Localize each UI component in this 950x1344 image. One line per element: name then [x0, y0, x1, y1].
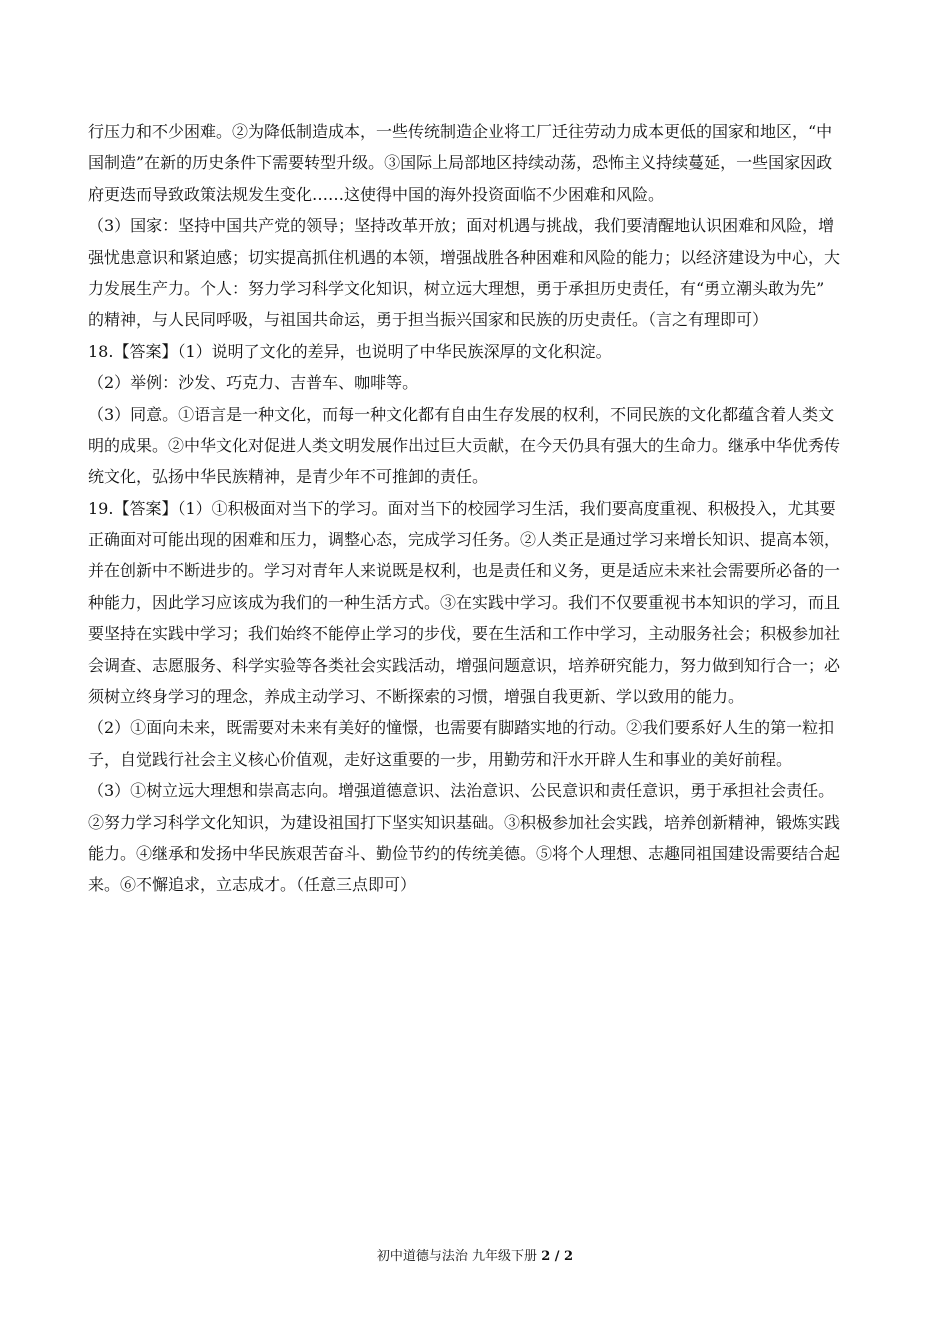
- text-line: 行压力和不少困难。②为降低制造成本，一些传统制造企业将工厂迁往劳动力成本更低的国家和地区，“中: [88, 122, 833, 141]
- text-line: （3）国家：坚持中国共产党的领导；坚持改革开放；面对机遇与挑战，我们要清醒地认识困难和风险，增: [88, 216, 835, 236]
- text-line: （2）举例：沙发、巧克力、吉普车、咖啡等。: [88, 373, 419, 393]
- text-line: 种能力，因此学习应该成为我们的一种生活方式。③在实践中学习。我们不仅要重视书本知识的学习，而且: [88, 592, 841, 612]
- text-line: 须树立终身学习的理念，养成主动学习、不断探索的习惯，增强自我更新、学以致用的能力。: [88, 687, 745, 707]
- text-line: （2）①面向未来，既需要对未来有美好的憧憬，也需要有脚踏实地的行动。②我们要系好人生的第一粒扣: [88, 718, 835, 738]
- text-line: （3）①树立远大理想和崇高志向。增强道德意识、法治意识、公民意识和责任意识，勇于承担社会责任。: [88, 781, 835, 801]
- text-line: 国制造”在新的历史条件下需要转型升级。③国际上局部地区持续动荡，恐怖主义持续蔓延，一些国家因政: [88, 153, 833, 173]
- text-line: ②努力学习科学文化知识，为建设祖国打下坚实知识基础。③积极参加社会实践，培养创新精神，锻炼实践: [88, 812, 841, 832]
- answer-text-block: [88, 116, 864, 901]
- text-line: 要坚持在实践中学习；我们始终不能停止学习的步伐，要在生活和工作中学习，主动服务社会；积极参加社: [88, 624, 841, 644]
- text-line: 能力。④继承和发扬中华民族艰苦奋斗、勤俭节约的传统美德。⑤将个人理想、志趣同祖国建设需要结合起: [88, 843, 841, 863]
- footer-course-label: 初中道德与法治 九年级下册: [376, 1249, 538, 1264]
- answer-18-heading: 18.【答案】（1）说明了文化的差异，也说明了中华民族深厚的文化积淀。: [88, 341, 612, 361]
- text-line: 并在创新中不断进步的。学习对青年人来说既是权利，也是责任和义务，更是适应未来社会需要所必备的一: [88, 561, 841, 581]
- text-line: 的精神，与人民同呼吸，与祖国共命运，勇于担当振兴国家和民族的历史责任。（言之有理即可）: [88, 310, 769, 330]
- text-line: 统文化，弘扬中华民族精神，是青少年不可推卸的责任。: [88, 467, 489, 487]
- text-line: （3）同意。①语言是一种文化，而每一种文化都有自由生存发展的权利，不同民族的文化都蕴含着人类文: [88, 404, 835, 424]
- text-line: 强忧患意识和紧迫感；切实提高抓住机遇的本领，增强战胜各种困难和风险的能力；以经济建设为中心，大: [88, 247, 841, 267]
- text-line: 力发展生产力。个人：努力学习科学文化知识，树立远大理想，勇于承担历史责任，有“勇立潮头敢为先”: [88, 278, 825, 298]
- text-line: 子，自觉践行社会主义核心价值观，走好这重要的一步，用勤劳和汗水开辟人生和事业的美好前程。: [88, 749, 793, 769]
- page-number: 2 / 2: [541, 1249, 574, 1264]
- text-line: 明的成果。②中华文化对促进人类文明发展作出过巨大贡献，在今天仍具有强大的生命力。继承中华优秀传: [88, 435, 841, 455]
- text-line: 来。⑥不懈追求，立志成才。（任意三点即可）: [88, 875, 417, 895]
- answer-19-heading: 19.【答案】（1）①积极面对当下的学习。面对当下的校园学习生活，我们要高度重视、积极投入，尤其要: [88, 498, 836, 518]
- text-line: 会调查、志愿服务、科学实验等各类社会实践活动，增强问题意识，培养研究能力，努力做到知行合一；必: [88, 655, 841, 675]
- text-line: 府更迭而导致政策法规发生变化……这使得中国的海外投资面临不少困难和风险。: [88, 184, 665, 204]
- page-footer: [0, 1248, 950, 1266]
- text-line: 正确面对可能出现的困难和压力，调整心态，完成学习任务。②人类正是通过学习来增长知识、提高本领，: [88, 530, 841, 550]
